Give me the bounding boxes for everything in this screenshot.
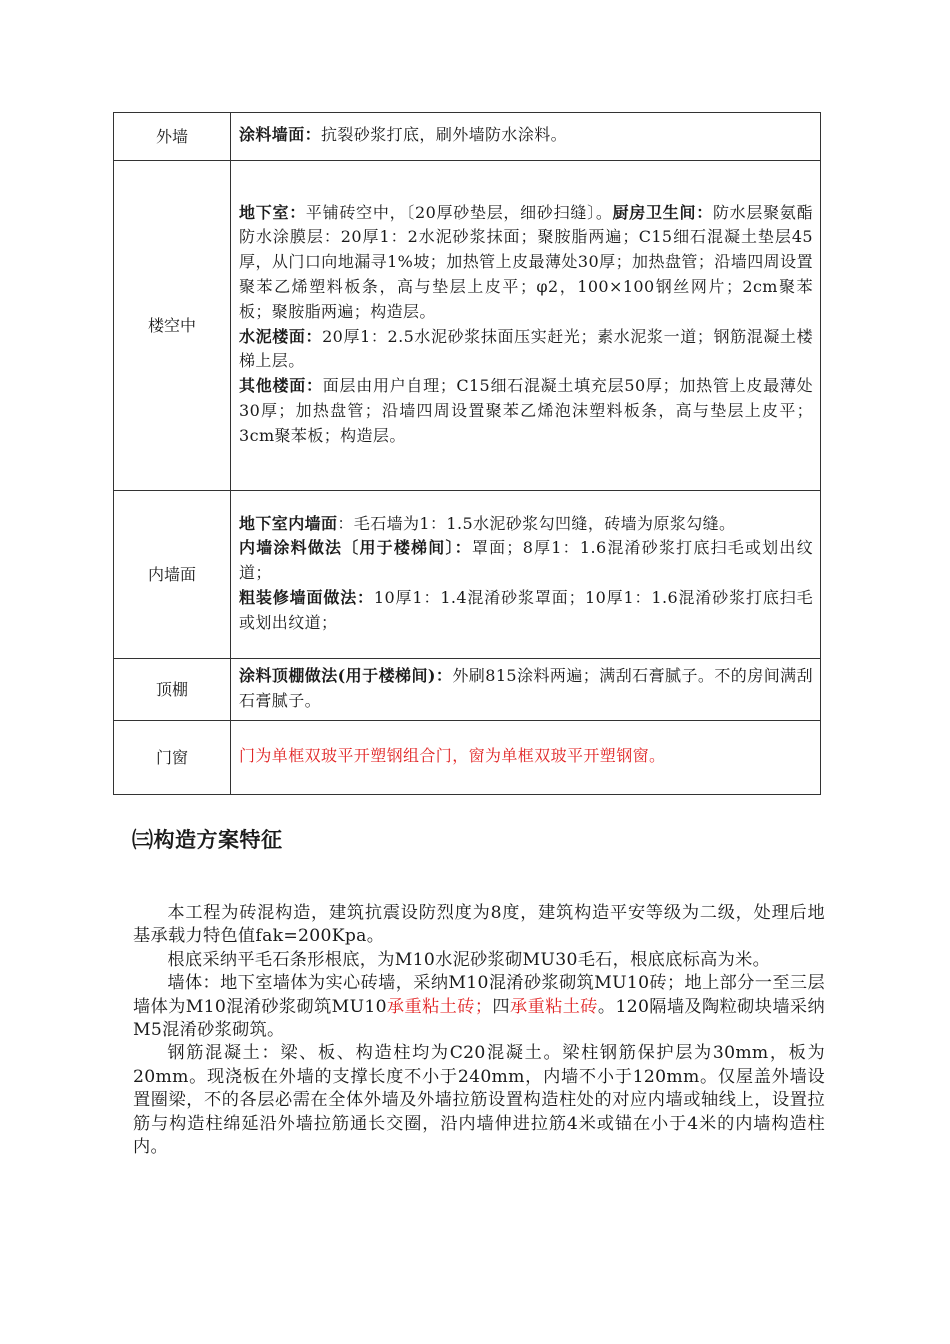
row-content [231, 491, 821, 659]
row-label: 门窗 [114, 721, 231, 795]
item-title: 涂料墙面： [239, 125, 322, 145]
table-row-interior-wall [114, 491, 821, 659]
paragraph-seismic: 本工程为砖混构造，建筑抗震设防烈度为8度，建筑构造平安等级为二级，处理后地基承载力特色值fak=200Kpa。 [133, 903, 825, 947]
paragraph-concrete: 钢筋混凝土：梁、板、构造柱均为C20混凝土。梁柱钢筋保护层为30mm，板为20mm。现浇板在外墙的支撑长度不小于240mm，内墙不小于120mm。仅屋盖外墙设置圈梁，不的各层必需在全体外墙及外墙拉筋设置构造柱处的对应内墙或轴线上，设置拉筋与构造柱绵延沿外墙拉筋通长交圈，沿内墙伸进拉筋4米或锚在小于4米的内墙构造柱内。 [133, 1043, 825, 1158]
item-title: 地下室： [239, 202, 306, 222]
item-text: 20厚1：2.5水泥砂浆抹面压实赶光；素水泥浆一道；钢筋混凝土楼梯上层。 [239, 326, 813, 371]
item-text: 平铺砖空中，〔20厚砂垫层，细砂扫缝〕。 [305, 202, 613, 222]
row-content [231, 161, 821, 491]
item-text: ：毛石墙为1：1.5水泥砂浆勾凹缝，砖墙为原浆勾缝。 [337, 513, 736, 533]
table-row-ceiling [114, 659, 821, 721]
item-text: 罩面；8厚1：1.6混淆砂浆打底扫毛或划出纹道； [239, 538, 813, 583]
row-content [231, 659, 821, 721]
table-row-exterior-wall [114, 113, 821, 161]
walls-text: 。120隔墙及陶粒砌块墙采纳M5混淆砂浆砌筑。 [133, 996, 825, 1041]
item-title: 内墙涂料做法〔用于楼梯间〕： [239, 538, 472, 558]
item-text: 外刷815涂料两遍；满刮石膏腻子。不的房间满刮石膏腻子。 [239, 665, 813, 710]
item-text: 防水层聚氨酯防水涂膜层：20厚1：2水泥砂浆抹面；聚胺脂两遍；C15细石混凝土垫层45厚，从门口向地漏寻1%坡；加热管上皮最薄处30厚；加热盘管；沿墙四周设置聚苯乙烯塑料板条，高与垫层上皮平；φ2，100×100钢丝网片；2cm聚苯板；聚胺脂两遍；构造层。 [239, 202, 813, 321]
item-title: 地下室内墙面 [239, 513, 338, 533]
row-label: 顶棚 [114, 659, 231, 721]
item-text: 面层由用户自理；C15细石混凝土填充层50厚；加热管上皮最薄处30厚；加热盘管；沿墙四周设置聚苯乙烯泡沫塑料板条，高与垫层上皮平；3cm聚苯板；构造层。 [239, 376, 813, 445]
table-row-doors-windows [114, 721, 821, 795]
construction-spec-table [113, 112, 821, 795]
walls-text: 墙体：地下室墙体为实心砖墙，采纳M10混淆砂浆砌筑MU10砖；地上部分一至三层墙体为M10混淆砂浆砌筑MU10 [133, 973, 825, 1017]
walls-highlight: 承重粘土砖； [386, 996, 493, 1017]
row-label: 内墙面 [114, 491, 231, 659]
row-label: 外墙 [114, 113, 231, 161]
item-title: 水泥楼面： [239, 326, 323, 346]
item-title: 涂料顶棚做法(用于楼梯间)： [239, 665, 453, 685]
walls-text: 四 [492, 996, 510, 1017]
section-body [133, 902, 825, 1159]
walls-highlight: 承重粘土砖 [509, 996, 598, 1017]
row-label: 楼空中 [114, 161, 231, 491]
table-row-floor [114, 161, 821, 491]
paragraph-walls [133, 972, 825, 1042]
section-heading: ㈢构造方案特征 [132, 828, 283, 852]
item-title: 粗装修墙面做法： [239, 587, 374, 607]
item-title: 其他楼面： [239, 376, 323, 396]
paragraph-foundation: 根底采纳平毛石条形根底，为M10水泥砂浆砌MU30毛石，根底底标高为米。 [167, 949, 771, 970]
item-text: 10厚1：1.4混淆砂浆罩面；10厚1：1.6混淆砂浆打底扫毛或划出纹道； [239, 587, 813, 632]
row-content-highlight: 门为单框双玻平开塑钢组合门，窗为单框双玻平开塑钢窗。 [231, 721, 821, 795]
row-content [231, 113, 821, 161]
item-text: 抗裂砂浆打底，刷外墙防水涂料。 [321, 125, 568, 145]
item-title: 厨房卫生间： [612, 202, 713, 222]
